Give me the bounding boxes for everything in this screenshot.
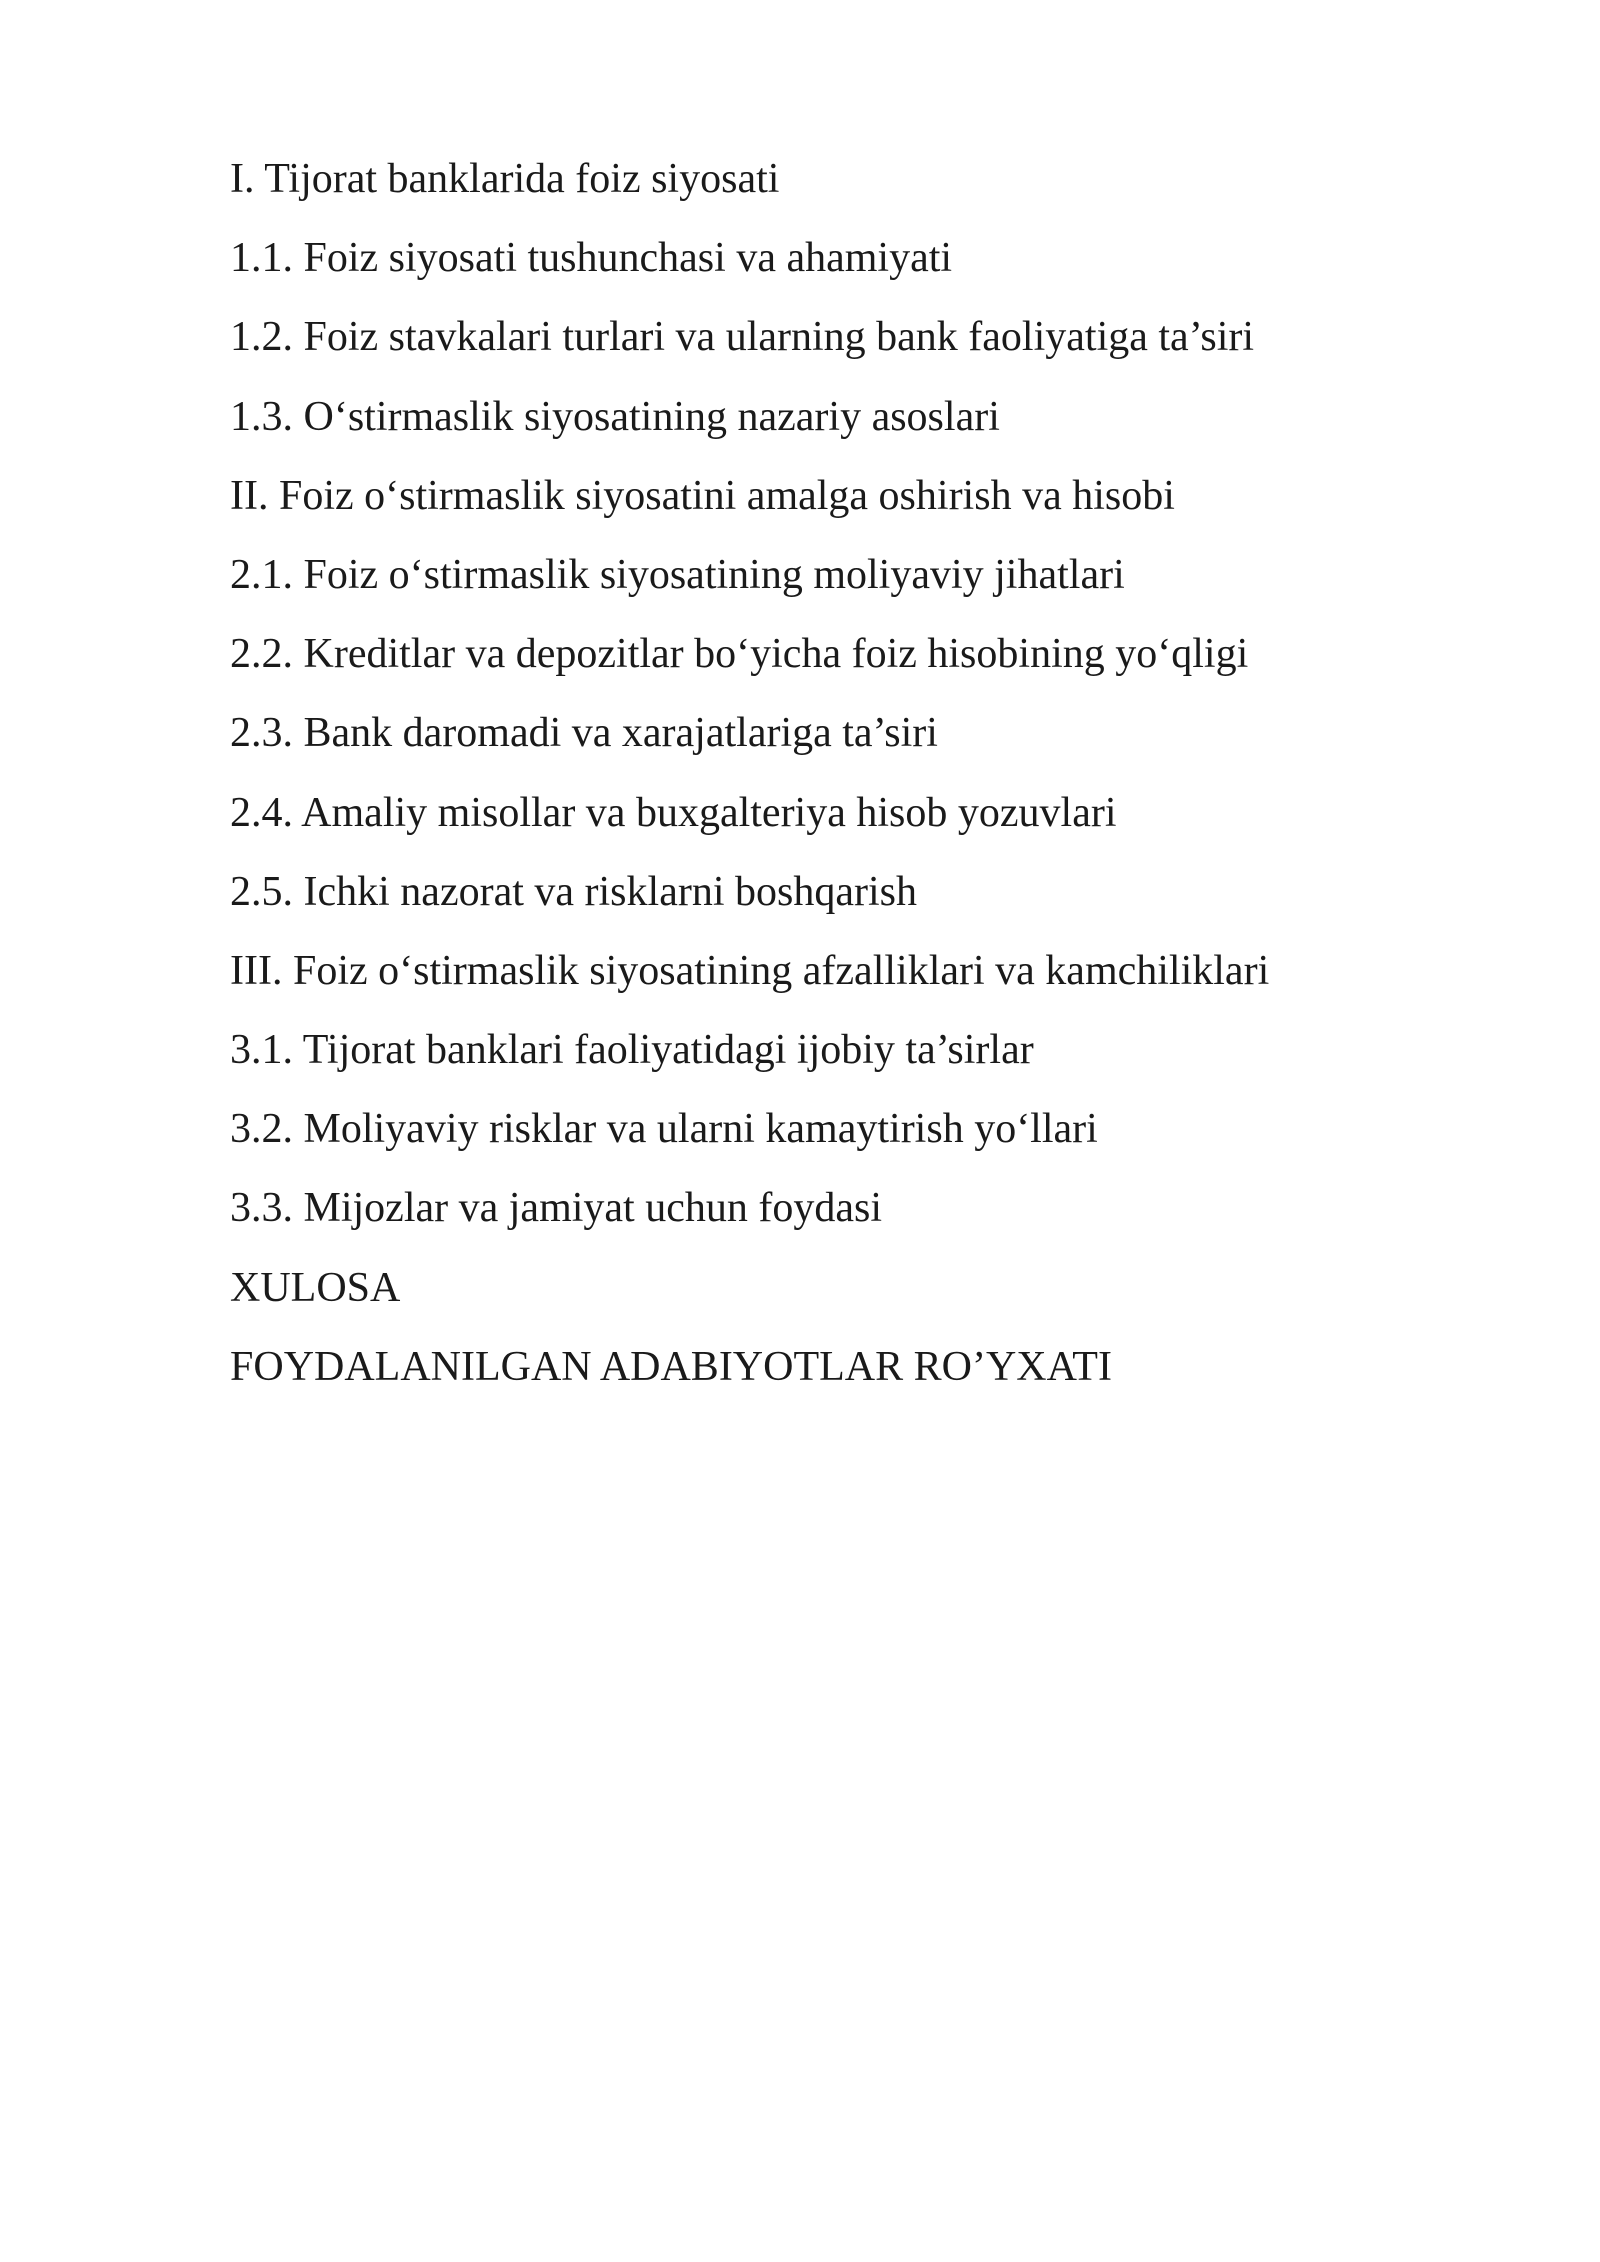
toc-subheading-3-1: 3.1. Tijorat banklari faoliyatidagi ijobiy ta’sirlar bbox=[230, 1027, 1034, 1074]
toc-subheading-2-3: 2.3. Bank daromadi va xarajatlariga ta’siri bbox=[230, 710, 938, 757]
table-of-contents bbox=[230, 152, 1410, 1419]
toc-subheading-1-3: 1.3. O‘stirmaslik siyosatining nazariy asoslari bbox=[230, 393, 1000, 440]
toc-subheading-2-1: 2.1. Foiz o‘stirmaslik siyosatining moliyaviy jihatlari bbox=[230, 551, 1125, 598]
toc-heading-2: II. Foiz o‘stirmaslik siyosatini amalga oshirish va hisobi bbox=[230, 472, 1175, 519]
toc-conclusion: XULOSA bbox=[230, 1264, 401, 1311]
toc-subheading-2-4: 2.4. Amaliy misollar va buxgalteriya hisob yozuvlari bbox=[230, 789, 1117, 836]
toc-subheading-2-2: 2.2. Kreditlar va depozitlar bo‘yicha foiz hisobining yo‘qligi bbox=[230, 631, 1249, 678]
toc-subheading-1-2: 1.2. Foiz stavkalari turlari va ularning bank faoliyatiga ta’siri bbox=[230, 314, 1255, 361]
toc-subheading-3-2: 3.2. Moliyaviy risklar va ularni kamaytirish yo‘llari bbox=[230, 1106, 1098, 1153]
toc-heading-1: I. Tijorat banklarida foiz siyosati bbox=[230, 156, 780, 202]
toc-subheading-1-1: 1.1. Foiz siyosati tushunchasi va ahamiyati bbox=[230, 235, 953, 282]
toc-subheading-3-3: 3.3. Mijozlar va jamiyat uchun foydasi bbox=[230, 1185, 883, 1232]
toc-heading-3: III. Foiz o‘stirmaslik siyosatining afzalliklari va kamchiliklari bbox=[230, 947, 1270, 994]
toc-references: FOYDALANILGAN ADABIYOTLAR RO’YXATI bbox=[230, 1343, 1112, 1390]
toc-subheading-2-5: 2.5. Ichki nazorat va risklarni boshqarish bbox=[230, 868, 917, 915]
